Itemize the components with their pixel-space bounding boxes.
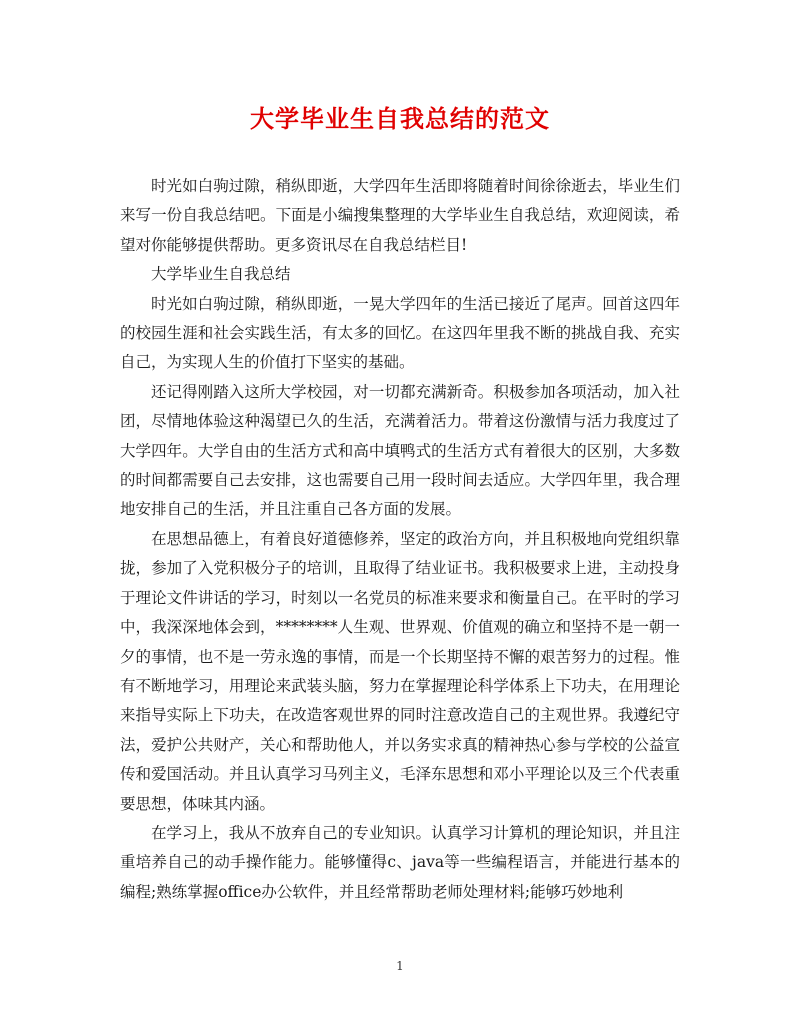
body-paragraph: 在思想品德上，有着良好道德修养，坚定的政治方向，并且积极地向党组织靠拢，参加了入党积极分子的培训，且取得了结业证书。我积极要求上进，主动投身于理论文件讲话的学习，时刻以一名党员的标准来要求和衡量自己。在平时的学习中，我深深地体会到，********人生观、世界观、价值观的确立和坚持不是一朝一夕的事情，也不是一劳永逸的事情，而是一个长期坚持不懈的艰苦努力的过程。惟有不断地学习，用理论来武装头脑，努力在掌握理论科学体系上下功夫，在用理论来指导实际上下功夫，在改造客观世界的同时注意改造自己的主观世界。我遵纪守法，爱护公共财产，关心和帮助他人，并以务实求真的精神热心参与学校的公益宣传和爱国活动。并且认真学习马列主义，毛泽东思想和邓小平理论以及三个代表重要思想，体味其内涵。 — [120, 529, 680, 813]
document-title: 大学毕业生自我总结的范文 — [250, 104, 550, 133]
document-body — [120, 172, 680, 907]
body-paragraph: 在学习上，我从不放弃自己的专业知识。认真学习计算机的理论知识，并且注重培养自己的动手操作能力。能够懂得c、java等一些编程语言，并能进行基本的编程;熟练掌握office办公软件，并且经常帮助老师处理材料;能够巧妙地利 — [120, 823, 680, 901]
page-number: 1 — [396, 959, 404, 973]
section-heading: 大学毕业生自我总结 — [151, 265, 291, 284]
intro-paragraph: 时光如白驹过隙，稍纵即逝，大学四年生活即将随着时间徐徐逝去，毕业生们来写一份自我总结吧。下面是小编搜集整理的大学毕业生自我总结，欢迎阅读，希望对你能够提供帮助。更多资讯尽在自我总结栏目! — [120, 177, 680, 254]
body-paragraph: 还记得刚踏入这所大学校园，对一切都充满新奇。积极参加各项活动，加入社团，尽情地体验这种渴望已久的生活，充满着活力。带着这份激情与活力我度过了大学四年。大学自由的生活方式和高中填鸭式的生活方式有着很大的区别，大多数的时间都需要自己去安排，这也需要自己用一段时间去适应。大学四年里，我合理地安排自己的生活，并且注重自己各方面的发展。 — [120, 382, 680, 519]
body-paragraph: 时光如白驹过隙，稍纵即逝，一晃大学四年的生活已接近了尾声。回首这四年的校园生涯和社会实践生活，有太多的回忆。在这四年里我不断的挑战自我、充实自己，为实现人生的价值打下坚实的基础。 — [120, 294, 680, 372]
